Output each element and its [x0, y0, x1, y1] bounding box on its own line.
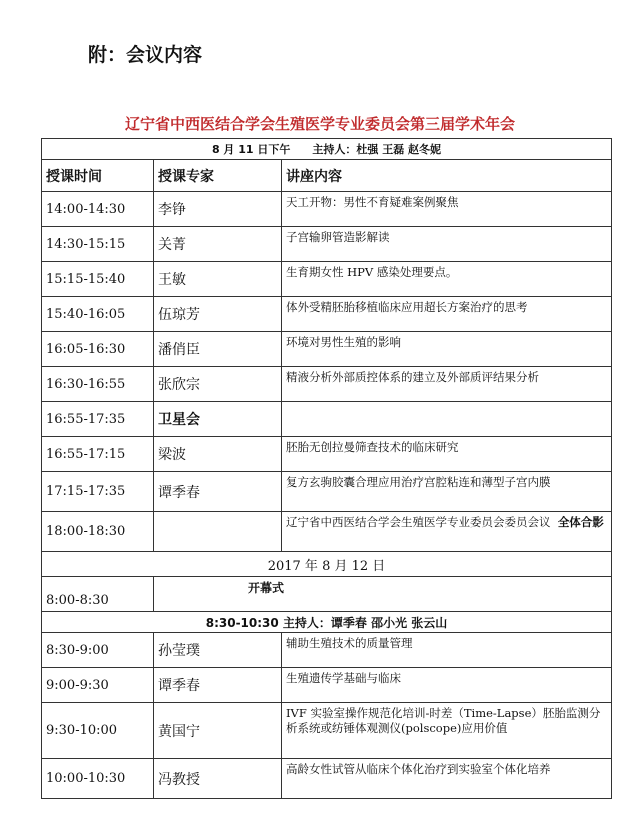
session-speaker: 李铮 — [154, 192, 282, 227]
opening-cell — [154, 577, 612, 612]
header-speaker: 授课专家 — [154, 160, 282, 192]
session-time: 14:30-15:15 — [42, 227, 154, 262]
table-row — [42, 227, 612, 262]
table-row — [42, 367, 612, 402]
session-topic: 环境对男性生殖的影响 — [282, 332, 612, 367]
table-row-closing — [42, 512, 612, 552]
table-row — [42, 472, 612, 512]
table-row-satellite — [42, 402, 612, 437]
session-topic: IVF 实验室操作规范化培训-时差（Time-Lapse）胚胎监测分析系统或纺锤体观测仪(polscope)应用价值 — [282, 703, 612, 759]
session-topic: 生殖遗传学基础与临床 — [282, 668, 612, 703]
session-time: 9:00-9:30 — [42, 668, 154, 703]
day1-host: 8 月 11 日下午 主持人：杜强 王磊 赵冬妮 — [42, 139, 612, 160]
session-topic — [282, 512, 612, 552]
table-row — [42, 703, 612, 759]
session-speaker: 谭季春 — [154, 472, 282, 512]
session-speaker: 梁波 — [154, 437, 282, 472]
day2-date: 2017 年 8 月 12 日 — [42, 552, 612, 577]
session-time: 8:30-9:00 — [42, 633, 154, 668]
session-topic: 辅助生殖技术的质量管理 — [282, 633, 612, 668]
schedule-table — [41, 138, 612, 799]
session-topic: 生育期女性 HPV 感染处理要点。 — [282, 262, 612, 297]
header-time: 授课时间 — [42, 160, 154, 192]
table-row — [42, 668, 612, 703]
session-speaker: 张欣宗 — [154, 367, 282, 402]
table-row — [42, 633, 612, 668]
session-topic: 胚胎无创拉曼筛查技术的临床研究 — [282, 437, 612, 472]
session-time: 15:15-15:40 — [42, 262, 154, 297]
session-topic: 复方玄驹胶囊合理应用治疗宫腔粘连和薄型子宫内膜 — [282, 472, 612, 512]
session-topic: 精液分析外部质控体系的建立及外部质评结果分析 — [282, 367, 612, 402]
day2-session-host: 8:30-10:30 主持人：谭季春 邵小光 张云山 — [42, 612, 612, 633]
opening-label: 开幕式 — [248, 581, 285, 595]
table-row — [42, 437, 612, 472]
opening-row — [42, 577, 612, 612]
day2-session-host-row — [42, 612, 612, 633]
session-time: 16:55-17:15 — [42, 437, 154, 472]
session-time: 16:30-16:55 — [42, 367, 154, 402]
closing-topic-bold: 全体合影 — [557, 515, 604, 529]
session-speaker: 关菁 — [154, 227, 282, 262]
closing-topic-text: 辽宁省中西医结合学会生殖医学专业委员会委员会议 — [286, 515, 551, 529]
table-row — [42, 262, 612, 297]
session-speaker: 冯教授 — [154, 759, 282, 799]
session-topic: 高龄女性试管从临床个体化治疗到实验室个体化培养 — [282, 759, 612, 799]
session-time: 10:00-10:30 — [42, 759, 154, 799]
table-row — [42, 759, 612, 799]
session-time: 15:40-16:05 — [42, 297, 154, 332]
day1-host-row — [42, 139, 612, 160]
session-topic: 天工开物：男性不育疑难案例聚焦 — [282, 192, 612, 227]
conference-title: 辽宁省中西医结合学会生殖医学专业委员会第三届学术年会 — [124, 115, 515, 133]
opening-time: 8:00-8:30 — [42, 577, 154, 612]
session-topic — [282, 402, 612, 437]
session-time: 9:30-10:00 — [42, 703, 154, 759]
header-topic: 讲座内容 — [282, 160, 612, 192]
session-speaker-empty — [154, 512, 282, 552]
table-row — [42, 192, 612, 227]
session-topic: 体外受精胚胎移植临床应用超长方案治疗的思考 — [282, 297, 612, 332]
table-row — [42, 332, 612, 367]
session-speaker: 谭季春 — [154, 668, 282, 703]
table-row — [42, 297, 612, 332]
session-speaker: 黄国宁 — [154, 703, 282, 759]
session-time: 16:05-16:30 — [42, 332, 154, 367]
satellite-label: 卫星会 — [154, 402, 282, 437]
session-time: 17:15-17:35 — [42, 472, 154, 512]
session-speaker: 孙莹璞 — [154, 633, 282, 668]
appendix-title: 附：会议内容 — [88, 44, 203, 66]
session-time: 14:00-14:30 — [42, 192, 154, 227]
session-speaker: 伍琼芳 — [154, 297, 282, 332]
day2-date-row — [42, 552, 612, 577]
session-time: 16:55-17:35 — [42, 402, 154, 437]
session-topic: 子宫输卵管造影解读 — [282, 227, 612, 262]
session-speaker: 潘俏臣 — [154, 332, 282, 367]
table-header-row — [42, 160, 612, 192]
session-time: 18:00-18:30 — [42, 512, 154, 552]
session-speaker: 王敏 — [154, 262, 282, 297]
